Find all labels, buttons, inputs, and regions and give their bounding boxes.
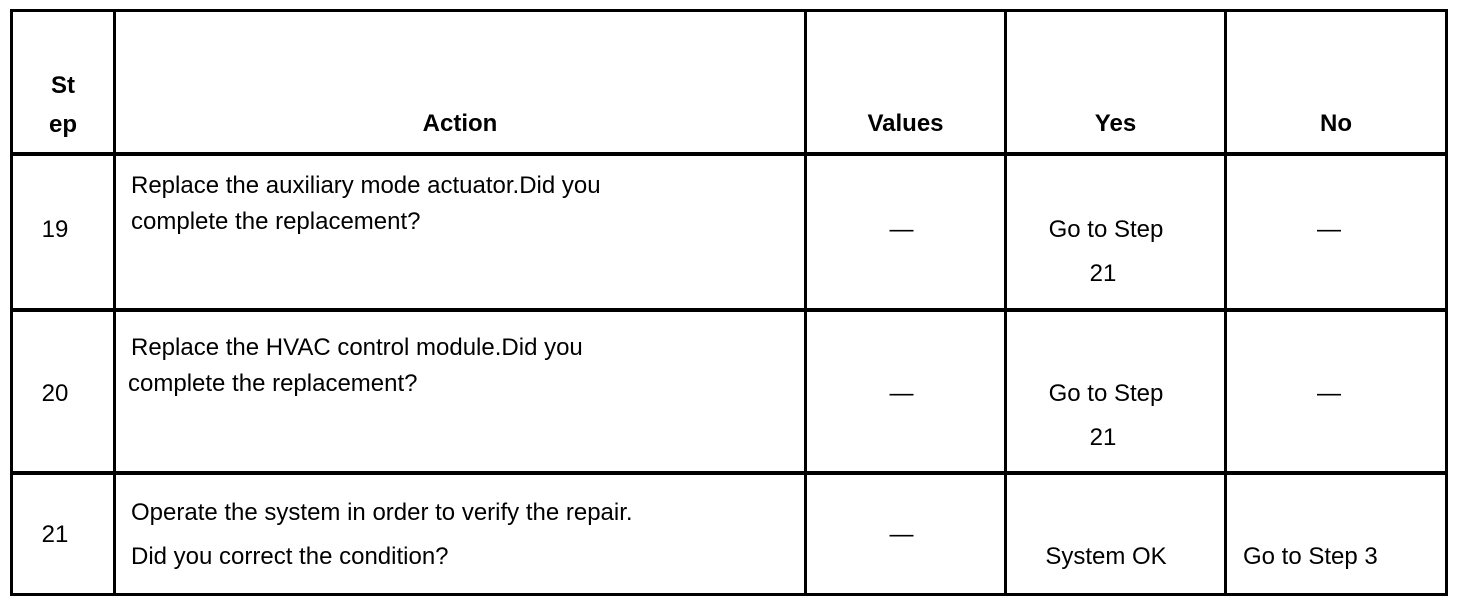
step-number: 21	[41, 521, 69, 548]
step-number: 20	[41, 380, 69, 407]
values-cell: —	[889, 216, 914, 243]
row-divider	[10, 471, 1448, 475]
header-step-line1: St	[51, 72, 75, 99]
header-no: No	[1320, 110, 1352, 137]
table-border-bottom	[10, 593, 1448, 596]
action-text: Operate the system in order to verify the repair.	[131, 499, 633, 526]
yes-cell: Go to Step	[1048, 216, 1164, 243]
table-border-top	[10, 9, 1448, 12]
table-border-right	[1445, 9, 1448, 596]
header-divider	[10, 152, 1448, 156]
action-text: Replace the auxiliary mode actuator.Did you	[131, 172, 601, 199]
column-divider	[1004, 9, 1007, 596]
no-cell: —	[1317, 380, 1341, 407]
yes-cell: 21	[1089, 424, 1117, 451]
header-action: Action	[422, 110, 498, 137]
yes-cell: System OK	[1045, 543, 1167, 570]
yes-cell: 21	[1089, 260, 1117, 287]
action-text: complete the replacement?	[128, 370, 418, 397]
no-cell: Go to Step 3	[1243, 543, 1378, 570]
action-text: Replace the HVAC control module.Did you	[131, 334, 583, 361]
values-cell: —	[889, 380, 914, 407]
header-step-line2: ep	[48, 111, 77, 138]
column-divider	[804, 9, 807, 596]
header-values: Values	[867, 110, 944, 137]
header-yes: Yes	[1094, 110, 1137, 137]
table-border-left	[10, 9, 13, 596]
step-number: 19	[41, 216, 69, 243]
action-text: complete the replacement?	[131, 208, 421, 235]
row-divider	[10, 308, 1448, 312]
values-cell: —	[889, 521, 914, 548]
yes-cell: Go to Step	[1048, 380, 1164, 407]
no-cell: —	[1317, 216, 1341, 243]
column-divider	[113, 9, 116, 596]
column-divider	[1224, 9, 1227, 596]
action-text: Did you correct the condition?	[131, 543, 449, 570]
